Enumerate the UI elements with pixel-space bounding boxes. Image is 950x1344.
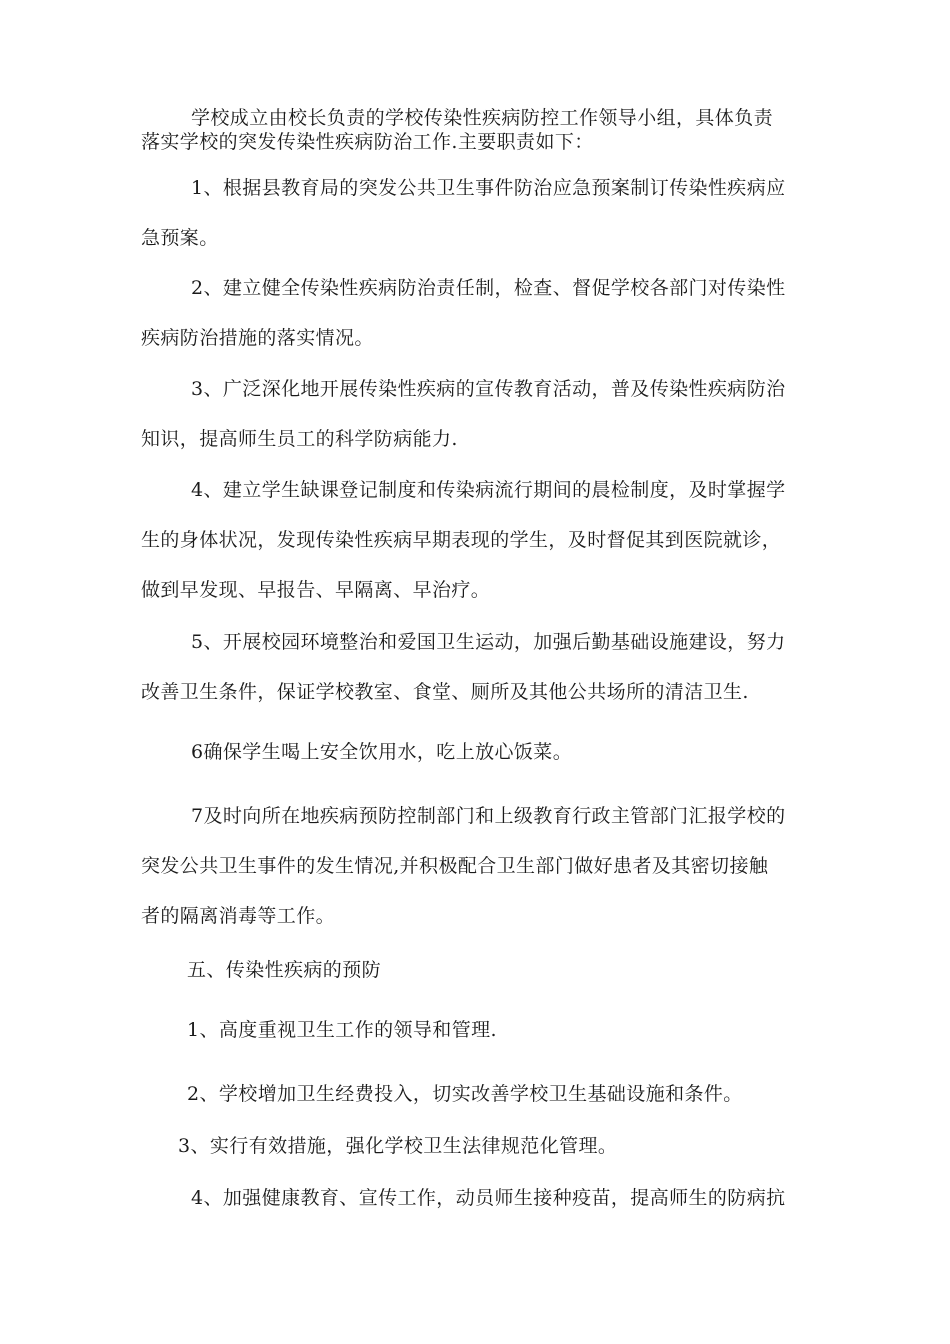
- item-5-line-2: 改善卫生条件，保证学校教室、食堂、厕所及其他公共场所的清洁卫生.: [141, 681, 749, 703]
- prevention-item-1: 1、高度重视卫生工作的领导和管理.: [187, 1019, 497, 1041]
- item-1-line-1: 1、根据县教育局的突发公共卫生事件防治应急预案制订传染性疾病应: [191, 177, 786, 199]
- prevention-item-4: 4、加强健康教育、宣传工作，动员师生接种疫苗，提高师生的防病抗: [191, 1187, 786, 1209]
- prevention-item-2: 2、学校增加卫生经费投入，切实改善学校卫生基础设施和条件。: [187, 1083, 743, 1105]
- item-3-line-1: 3、广泛深化地开展传染性疾病的宣传教育活动，普及传染性疾病防治: [191, 378, 786, 400]
- item-7-line-1: 7及时向所在地疾病预防控制部门和上级教育行政主管部门汇报学校的: [191, 805, 786, 827]
- item-2-line-2: 疾病防治措施的落实情况。: [141, 327, 374, 349]
- prevention-item-3: 3、实行有效措施，强化学校卫生法律规范化管理。: [178, 1135, 618, 1157]
- section-heading: 五、传染性疾病的预防: [187, 959, 382, 981]
- intro-line-2: 落实学校的突发传染性疾病防治工作.主要职责如下：: [141, 131, 594, 153]
- item-5-line-1: 5、开展校园环境整治和爱国卫生运动，加强后勤基础设施建设，努力: [191, 631, 786, 653]
- item-4-line-3: 做到早发现、早报告、早隔离、早治疗。: [141, 579, 491, 601]
- item-2-line-1: 2、建立健全传染性疾病防治责任制，检查、督促学校各部门对传染性: [191, 277, 786, 299]
- item-3-line-2: 知识，提高师生员工的科学防病能力.: [141, 428, 458, 450]
- item-7-line-3: 者的隔离消毒等工作。: [141, 905, 336, 927]
- item-6-line-1: 6确保学生喝上安全饮用水，吃上放心饭菜。: [191, 741, 573, 763]
- item-4-line-1: 4、建立学生缺课登记制度和传染病流行期间的晨检制度，及时掌握学: [191, 479, 786, 501]
- intro-line-1: 学校成立由校长负责的学校传染性疾病防控工作领导小组，具体负责: [191, 107, 774, 129]
- item-4-line-2: 生的身体状况，发现传染性疾病早期表现的学生，及时督促其到医院就诊，: [141, 529, 782, 551]
- item-1-line-2: 急预案。: [141, 227, 219, 249]
- item-7-line-2: 突发公共卫生事件的发生情况,并积极配合卫生部门做好患者及其密切接触: [141, 855, 769, 877]
